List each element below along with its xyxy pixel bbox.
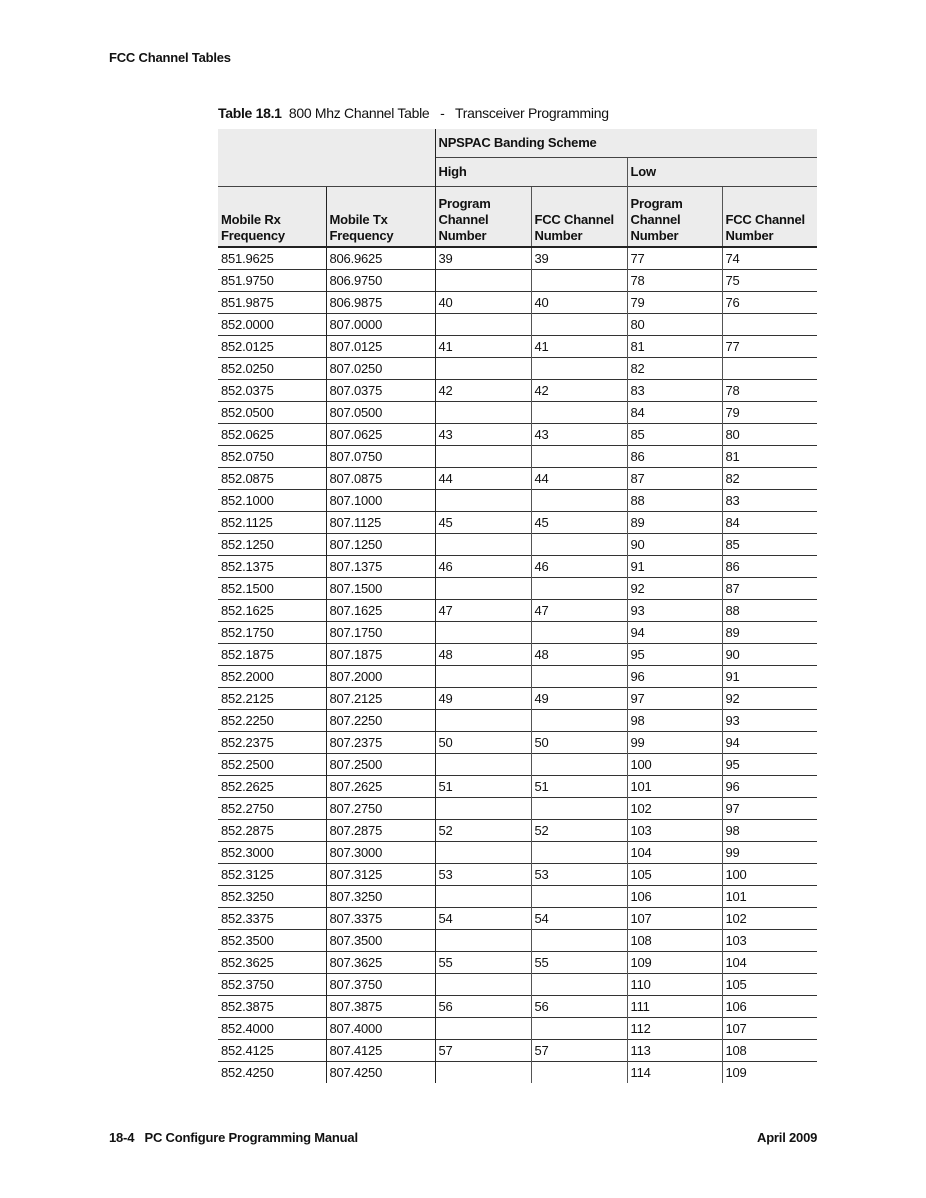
cell-low-program-channel: 102 [627, 798, 722, 820]
cell-low-fcc-channel: 105 [722, 974, 817, 996]
cell-mobile-tx: 807.1500 [326, 578, 435, 600]
cell-low-program-channel: 85 [627, 424, 722, 446]
cell-low-program-channel: 87 [627, 468, 722, 490]
cell-low-fcc-channel: 90 [722, 644, 817, 666]
cell-high-fcc-channel [531, 754, 627, 776]
cell-low-fcc-channel: 109 [722, 1062, 817, 1084]
header-high: High [435, 158, 627, 187]
table-row [218, 402, 817, 424]
cell-low-program-channel: 109 [627, 952, 722, 974]
table-row [218, 600, 817, 622]
cell-mobile-tx: 807.2625 [326, 776, 435, 798]
cell-mobile-tx: 807.1125 [326, 512, 435, 534]
cell-high-fcc-channel: 55 [531, 952, 627, 974]
cell-high-program-channel: 46 [435, 556, 531, 578]
cell-high-program-channel: 48 [435, 644, 531, 666]
cell-mobile-rx: 852.2625 [218, 776, 326, 798]
cell-high-fcc-channel: 41 [531, 336, 627, 358]
table-row [218, 247, 817, 270]
cell-high-fcc-channel: 39 [531, 247, 627, 270]
table-row [218, 1040, 817, 1062]
cell-mobile-rx: 852.1750 [218, 622, 326, 644]
cell-mobile-tx: 807.1625 [326, 600, 435, 622]
cell-mobile-rx: 852.2375 [218, 732, 326, 754]
cell-mobile-rx: 852.4000 [218, 1018, 326, 1040]
table-row [218, 908, 817, 930]
cell-high-fcc-channel: 56 [531, 996, 627, 1018]
table-row [218, 512, 817, 534]
cell-mobile-rx: 852.0500 [218, 402, 326, 424]
cell-mobile-rx: 852.4250 [218, 1062, 326, 1084]
cell-low-fcc-channel [722, 314, 817, 336]
cell-high-program-channel [435, 446, 531, 468]
cell-mobile-tx: 807.0250 [326, 358, 435, 380]
cell-low-program-channel: 86 [627, 446, 722, 468]
cell-high-fcc-channel [531, 402, 627, 424]
table-row [218, 424, 817, 446]
cell-mobile-tx: 807.1750 [326, 622, 435, 644]
cell-mobile-rx: 852.3250 [218, 886, 326, 908]
cell-low-fcc-channel: 76 [722, 292, 817, 314]
cell-mobile-tx: 807.0500 [326, 402, 435, 424]
cell-low-fcc-channel: 104 [722, 952, 817, 974]
cell-high-program-channel: 39 [435, 247, 531, 270]
cell-high-fcc-channel [531, 886, 627, 908]
cell-low-fcc-channel: 84 [722, 512, 817, 534]
cell-mobile-rx: 852.3125 [218, 864, 326, 886]
header-blank-cell [218, 129, 435, 187]
table-row [218, 754, 817, 776]
cell-high-program-channel: 53 [435, 864, 531, 886]
cell-low-fcc-channel [722, 358, 817, 380]
cell-mobile-rx: 852.0750 [218, 446, 326, 468]
cell-mobile-tx: 807.4000 [326, 1018, 435, 1040]
cell-high-program-channel: 45 [435, 512, 531, 534]
cell-mobile-rx: 852.1375 [218, 556, 326, 578]
cell-low-program-channel: 89 [627, 512, 722, 534]
cell-low-program-channel: 94 [627, 622, 722, 644]
cell-low-fcc-channel: 103 [722, 930, 817, 952]
cell-low-fcc-channel: 106 [722, 996, 817, 1018]
table-row [218, 952, 817, 974]
table-row [218, 314, 817, 336]
cell-low-fcc-channel: 77 [722, 336, 817, 358]
table-row [218, 930, 817, 952]
cell-low-fcc-channel: 83 [722, 490, 817, 512]
cell-low-program-channel: 114 [627, 1062, 722, 1084]
cell-mobile-rx: 852.2750 [218, 798, 326, 820]
cell-mobile-tx: 807.0000 [326, 314, 435, 336]
cell-high-program-channel [435, 314, 531, 336]
table-row [218, 446, 817, 468]
cell-mobile-rx: 852.0875 [218, 468, 326, 490]
cell-high-program-channel [435, 622, 531, 644]
cell-low-program-channel: 100 [627, 754, 722, 776]
cell-low-fcc-channel: 99 [722, 842, 817, 864]
table-row [218, 490, 817, 512]
cell-high-program-channel: 42 [435, 380, 531, 402]
cell-mobile-tx: 807.3375 [326, 908, 435, 930]
cell-mobile-rx: 852.3500 [218, 930, 326, 952]
cell-low-program-channel: 90 [627, 534, 722, 556]
table-row [218, 886, 817, 908]
cell-mobile-rx: 852.1875 [218, 644, 326, 666]
header-low: Low [627, 158, 817, 187]
table-row [218, 644, 817, 666]
cell-low-program-channel: 103 [627, 820, 722, 842]
footer-date: April 2009 [757, 1130, 818, 1145]
cell-low-program-channel: 84 [627, 402, 722, 424]
cell-high-fcc-channel: 54 [531, 908, 627, 930]
cell-low-fcc-channel: 79 [722, 402, 817, 424]
cell-low-fcc-channel: 74 [722, 247, 817, 270]
channel-table [218, 129, 817, 1083]
cell-low-program-channel: 82 [627, 358, 722, 380]
cell-low-fcc-channel: 94 [722, 732, 817, 754]
cell-mobile-rx: 852.0250 [218, 358, 326, 380]
table-row [218, 534, 817, 556]
cell-high-fcc-channel: 45 [531, 512, 627, 534]
cell-mobile-tx: 807.4125 [326, 1040, 435, 1062]
table-row [218, 556, 817, 578]
cell-high-program-channel [435, 358, 531, 380]
cell-high-fcc-channel [531, 358, 627, 380]
cell-high-fcc-channel: 44 [531, 468, 627, 490]
cell-low-fcc-channel: 80 [722, 424, 817, 446]
cell-low-fcc-channel: 85 [722, 534, 817, 556]
cell-mobile-rx: 852.0375 [218, 380, 326, 402]
running-header: FCC Channel Tables [109, 50, 231, 65]
cell-mobile-rx: 852.1000 [218, 490, 326, 512]
cell-mobile-tx: 806.9625 [326, 247, 435, 270]
cell-mobile-tx: 807.0875 [326, 468, 435, 490]
cell-high-fcc-channel [531, 710, 627, 732]
cell-high-fcc-channel [531, 798, 627, 820]
cell-high-fcc-channel: 43 [531, 424, 627, 446]
cell-mobile-tx: 807.4250 [326, 1062, 435, 1084]
cell-mobile-rx: 852.3875 [218, 996, 326, 1018]
cell-low-fcc-channel: 88 [722, 600, 817, 622]
cell-low-program-channel: 93 [627, 600, 722, 622]
footer-left [109, 1130, 358, 1145]
cell-high-program-channel [435, 798, 531, 820]
cell-high-program-channel [435, 754, 531, 776]
cell-high-fcc-channel [531, 1062, 627, 1084]
cell-low-fcc-channel: 92 [722, 688, 817, 710]
cell-mobile-rx: 852.1625 [218, 600, 326, 622]
table-row [218, 732, 817, 754]
cell-low-fcc-channel: 87 [722, 578, 817, 600]
cell-high-program-channel [435, 842, 531, 864]
cell-low-program-channel: 111 [627, 996, 722, 1018]
cell-high-fcc-channel [531, 490, 627, 512]
cell-high-program-channel [435, 534, 531, 556]
cell-high-fcc-channel: 48 [531, 644, 627, 666]
cell-high-program-channel [435, 490, 531, 512]
cell-low-program-channel: 81 [627, 336, 722, 358]
cell-high-program-channel: 50 [435, 732, 531, 754]
table-row [218, 710, 817, 732]
page-number: 18-4 [109, 1130, 135, 1145]
cell-mobile-tx: 807.2875 [326, 820, 435, 842]
cell-low-fcc-channel: 102 [722, 908, 817, 930]
cell-high-program-channel: 52 [435, 820, 531, 842]
cell-mobile-tx: 806.9750 [326, 270, 435, 292]
column-header-high-program-channel: Program Channel Number [435, 187, 531, 248]
cell-mobile-tx: 807.3500 [326, 930, 435, 952]
cell-low-fcc-channel: 86 [722, 556, 817, 578]
table-row [218, 820, 817, 842]
cell-low-fcc-channel: 91 [722, 666, 817, 688]
cell-high-program-channel: 43 [435, 424, 531, 446]
header-row-columns [218, 187, 817, 248]
cell-mobile-rx: 852.3000 [218, 842, 326, 864]
cell-low-program-channel: 77 [627, 247, 722, 270]
cell-mobile-tx: 807.3750 [326, 974, 435, 996]
cell-high-fcc-channel [531, 930, 627, 952]
cell-low-program-channel: 79 [627, 292, 722, 314]
table-caption-text: 800 Mhz Channel Table - Transceiver Programming [288, 105, 609, 121]
cell-high-program-channel [435, 886, 531, 908]
table-row [218, 688, 817, 710]
cell-high-program-channel: 51 [435, 776, 531, 798]
table-row [218, 270, 817, 292]
table-row [218, 1062, 817, 1084]
cell-high-program-channel: 49 [435, 688, 531, 710]
cell-low-fcc-channel: 93 [722, 710, 817, 732]
cell-high-program-channel [435, 930, 531, 952]
cell-high-fcc-channel: 42 [531, 380, 627, 402]
cell-mobile-tx: 807.1875 [326, 644, 435, 666]
cell-low-fcc-channel: 107 [722, 1018, 817, 1040]
cell-high-fcc-channel [531, 622, 627, 644]
cell-low-fcc-channel: 81 [722, 446, 817, 468]
cell-low-program-channel: 83 [627, 380, 722, 402]
cell-high-fcc-channel: 52 [531, 820, 627, 842]
cell-high-program-channel: 54 [435, 908, 531, 930]
cell-mobile-rx: 852.2250 [218, 710, 326, 732]
cell-mobile-rx: 852.3375 [218, 908, 326, 930]
cell-high-program-channel [435, 1018, 531, 1040]
manual-title: PC Configure Programming Manual [144, 1130, 358, 1145]
cell-mobile-rx: 852.3625 [218, 952, 326, 974]
cell-high-program-channel [435, 1062, 531, 1084]
cell-low-program-channel: 101 [627, 776, 722, 798]
cell-mobile-tx: 807.1250 [326, 534, 435, 556]
cell-mobile-tx: 807.0375 [326, 380, 435, 402]
cell-mobile-rx: 852.2125 [218, 688, 326, 710]
cell-mobile-tx: 807.3000 [326, 842, 435, 864]
cell-high-program-channel: 44 [435, 468, 531, 490]
cell-mobile-rx: 852.1250 [218, 534, 326, 556]
cell-low-program-channel: 98 [627, 710, 722, 732]
cell-high-fcc-channel: 53 [531, 864, 627, 886]
cell-low-program-channel: 80 [627, 314, 722, 336]
cell-high-program-channel [435, 710, 531, 732]
cell-mobile-tx: 807.2250 [326, 710, 435, 732]
cell-high-fcc-channel [531, 534, 627, 556]
cell-mobile-tx: 807.2000 [326, 666, 435, 688]
cell-low-fcc-channel: 98 [722, 820, 817, 842]
table-row [218, 358, 817, 380]
cell-low-program-channel: 112 [627, 1018, 722, 1040]
table-row [218, 974, 817, 996]
cell-mobile-rx: 852.0625 [218, 424, 326, 446]
cell-high-program-channel [435, 578, 531, 600]
cell-high-fcc-channel [531, 1018, 627, 1040]
cell-mobile-tx: 807.0125 [326, 336, 435, 358]
column-header-low-program-channel: Program Channel Number [627, 187, 722, 248]
cell-high-fcc-channel: 40 [531, 292, 627, 314]
cell-mobile-rx: 852.2000 [218, 666, 326, 688]
cell-low-fcc-channel: 78 [722, 380, 817, 402]
cell-high-fcc-channel: 47 [531, 600, 627, 622]
table-body [218, 247, 817, 1083]
cell-low-program-channel: 96 [627, 666, 722, 688]
cell-low-program-channel: 108 [627, 930, 722, 952]
cell-mobile-tx: 807.1000 [326, 490, 435, 512]
cell-mobile-rx: 852.2500 [218, 754, 326, 776]
cell-low-fcc-channel: 75 [722, 270, 817, 292]
cell-low-fcc-channel: 97 [722, 798, 817, 820]
column-header-mobile-tx: Mobile Tx Frequency [326, 187, 435, 248]
table-row [218, 666, 817, 688]
table-row [218, 578, 817, 600]
cell-low-fcc-channel: 100 [722, 864, 817, 886]
table-row [218, 1018, 817, 1040]
cell-low-program-channel: 110 [627, 974, 722, 996]
cell-mobile-rx: 852.1125 [218, 512, 326, 534]
cell-mobile-rx: 851.9625 [218, 247, 326, 270]
cell-high-fcc-channel: 57 [531, 1040, 627, 1062]
table-row [218, 776, 817, 798]
cell-mobile-tx: 807.3250 [326, 886, 435, 908]
cell-mobile-rx: 852.2875 [218, 820, 326, 842]
cell-high-program-channel: 47 [435, 600, 531, 622]
cell-low-fcc-channel: 89 [722, 622, 817, 644]
column-header-high-fcc-channel: FCC Channel Number [531, 187, 627, 248]
table-caption-label: Table 18.1 [218, 105, 282, 121]
cell-high-program-channel [435, 270, 531, 292]
cell-high-fcc-channel [531, 666, 627, 688]
header-row-group [218, 129, 817, 158]
cell-high-fcc-channel: 50 [531, 732, 627, 754]
cell-mobile-rx: 852.0125 [218, 336, 326, 358]
cell-high-program-channel [435, 402, 531, 424]
cell-low-fcc-channel: 95 [722, 754, 817, 776]
cell-low-fcc-channel: 101 [722, 886, 817, 908]
cell-low-program-channel: 88 [627, 490, 722, 512]
table-row [218, 292, 817, 314]
cell-mobile-tx: 807.0625 [326, 424, 435, 446]
cell-low-program-channel: 99 [627, 732, 722, 754]
cell-mobile-tx: 807.3875 [326, 996, 435, 1018]
cell-low-program-channel: 92 [627, 578, 722, 600]
cell-low-program-channel: 105 [627, 864, 722, 886]
cell-mobile-rx: 852.4125 [218, 1040, 326, 1062]
cell-high-program-channel: 41 [435, 336, 531, 358]
table-row [218, 380, 817, 402]
cell-mobile-tx: 807.3125 [326, 864, 435, 886]
cell-mobile-tx: 807.2500 [326, 754, 435, 776]
cell-mobile-tx: 807.2750 [326, 798, 435, 820]
cell-high-fcc-channel [531, 446, 627, 468]
table-row [218, 996, 817, 1018]
table-row [218, 842, 817, 864]
cell-low-program-channel: 107 [627, 908, 722, 930]
cell-high-program-channel: 56 [435, 996, 531, 1018]
cell-low-program-channel: 113 [627, 1040, 722, 1062]
table-row [218, 622, 817, 644]
cell-low-fcc-channel: 96 [722, 776, 817, 798]
table-row [218, 336, 817, 358]
table-row [218, 864, 817, 886]
cell-high-fcc-channel [531, 578, 627, 600]
cell-mobile-rx: 851.9875 [218, 292, 326, 314]
header-npspac: NPSPAC Banding Scheme [435, 129, 817, 158]
cell-high-fcc-channel [531, 270, 627, 292]
cell-high-fcc-channel [531, 314, 627, 336]
cell-high-program-channel: 57 [435, 1040, 531, 1062]
cell-mobile-rx: 852.0000 [218, 314, 326, 336]
cell-high-program-channel [435, 974, 531, 996]
cell-high-fcc-channel [531, 974, 627, 996]
cell-mobile-rx: 852.3750 [218, 974, 326, 996]
cell-high-program-channel [435, 666, 531, 688]
cell-mobile-tx: 807.3625 [326, 952, 435, 974]
cell-mobile-tx: 806.9875 [326, 292, 435, 314]
cell-mobile-rx: 851.9750 [218, 270, 326, 292]
cell-low-program-channel: 106 [627, 886, 722, 908]
cell-mobile-tx: 807.0750 [326, 446, 435, 468]
cell-high-program-channel: 55 [435, 952, 531, 974]
cell-low-program-channel: 78 [627, 270, 722, 292]
column-header-low-fcc-channel: FCC Channel Number [722, 187, 817, 248]
cell-low-fcc-channel: 82 [722, 468, 817, 490]
cell-high-fcc-channel: 46 [531, 556, 627, 578]
cell-low-fcc-channel: 108 [722, 1040, 817, 1062]
cell-mobile-tx: 807.2375 [326, 732, 435, 754]
cell-low-program-channel: 91 [627, 556, 722, 578]
cell-low-program-channel: 97 [627, 688, 722, 710]
table-row [218, 468, 817, 490]
cell-mobile-rx: 852.1500 [218, 578, 326, 600]
table-caption [218, 105, 609, 121]
table-row [218, 798, 817, 820]
cell-mobile-tx: 807.2125 [326, 688, 435, 710]
cell-mobile-tx: 807.1375 [326, 556, 435, 578]
cell-high-program-channel: 40 [435, 292, 531, 314]
cell-low-program-channel: 95 [627, 644, 722, 666]
cell-high-fcc-channel: 51 [531, 776, 627, 798]
column-header-mobile-rx: Mobile Rx Frequency [218, 187, 326, 248]
cell-low-program-channel: 104 [627, 842, 722, 864]
cell-high-fcc-channel [531, 842, 627, 864]
cell-high-fcc-channel: 49 [531, 688, 627, 710]
